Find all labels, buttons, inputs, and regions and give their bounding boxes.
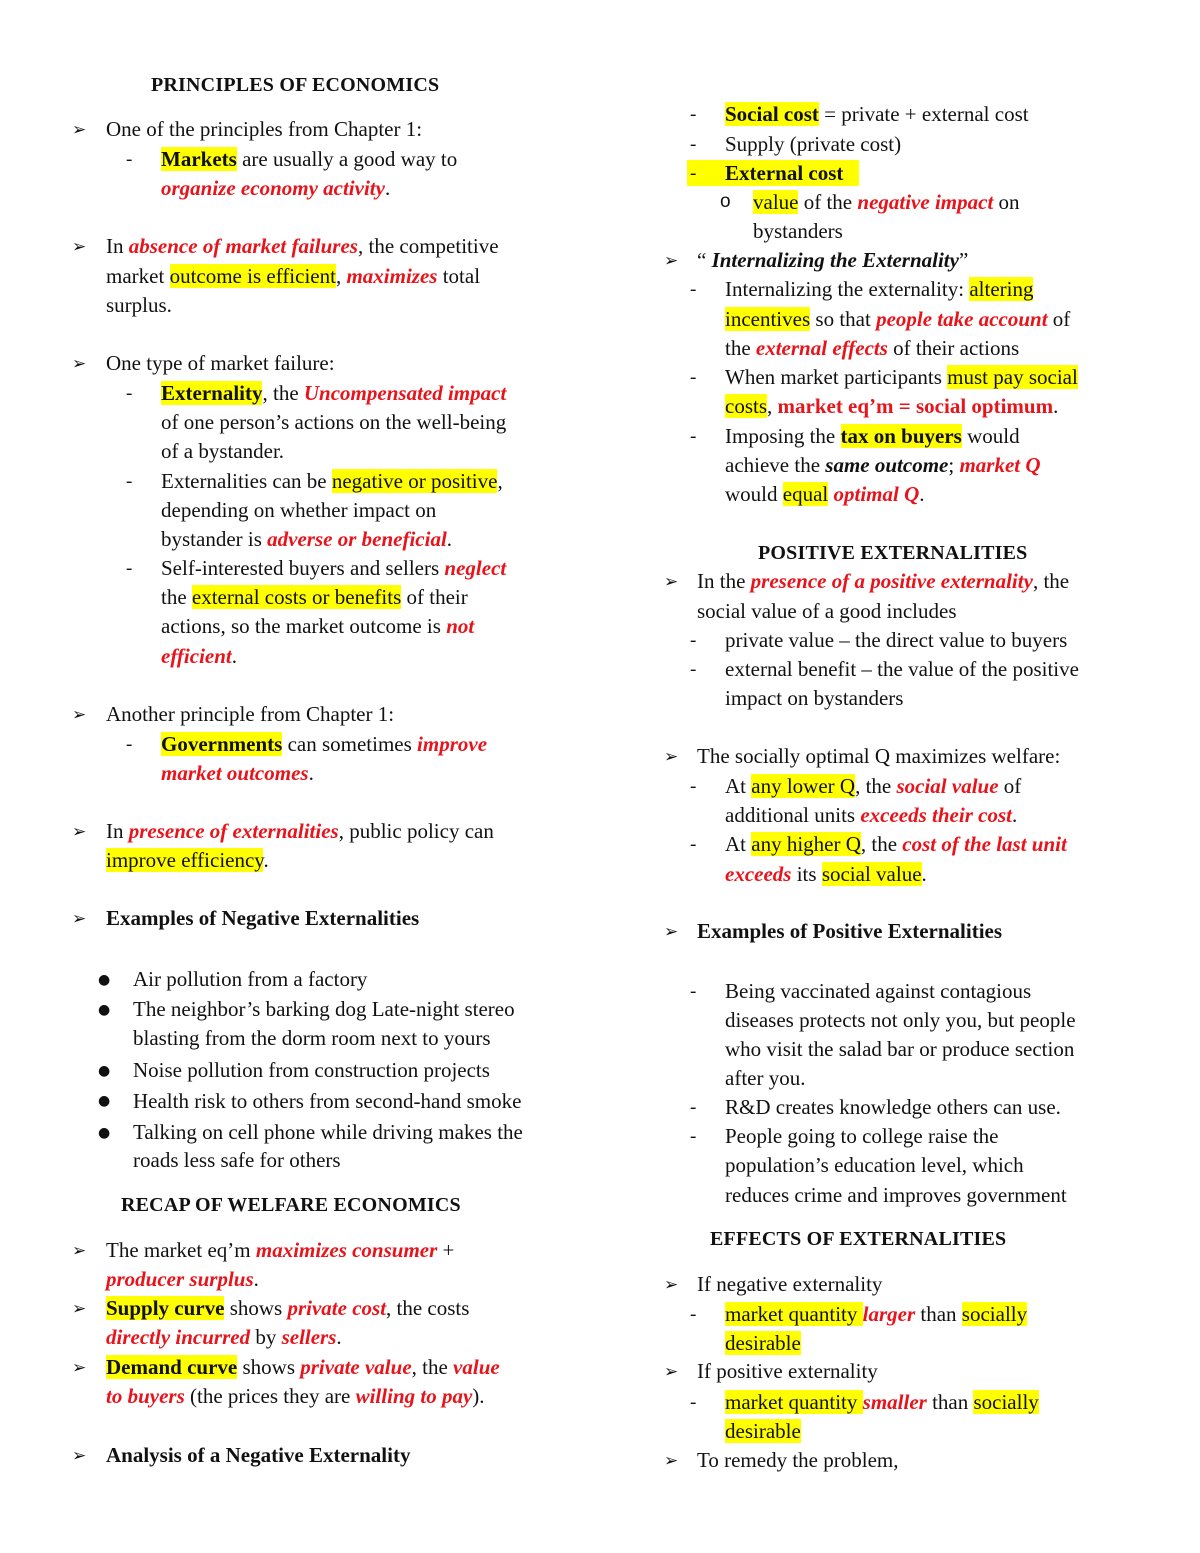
dash-icon: - — [126, 471, 133, 492]
bullet-text: directly incurred by sellers. — [106, 1325, 342, 1349]
dash-icon: - — [126, 558, 133, 579]
bullet-text: In the presence of a positive externality, the — [697, 569, 1070, 593]
arrow-icon: ➢ — [664, 1362, 679, 1382]
list-item: The neighbor’s barking dog Late-night stereo — [133, 997, 515, 1021]
bullet-text: producer surplus. — [106, 1267, 259, 1291]
title-positive-externalities: POSITIVE EXTERNALITIES — [758, 542, 1028, 564]
arrow-icon: ➢ — [72, 822, 87, 842]
sub-bullet-text: external benefit – the value of the positive — [725, 657, 1079, 681]
dash-icon: - — [690, 1304, 697, 1325]
arrow-icon: ➢ — [664, 1451, 679, 1471]
sub-bullet-text: When market participants must pay social — [725, 365, 1078, 389]
sub-bullet-text: External cost — [725, 161, 844, 185]
arrow-icon: ➢ — [664, 572, 679, 592]
bullet-text: Another principle from Chapter 1: — [106, 702, 395, 726]
bullet-text: One of the principles from Chapter 1: — [106, 117, 423, 141]
bullet-text: social value of a good includes — [697, 599, 957, 623]
sub-sub-bullet-text: bystanders — [753, 219, 843, 243]
dash-icon: - — [690, 134, 697, 155]
sub-bullet-text: Imposing the tax on buyers would — [725, 424, 1020, 448]
negative-examples-heading: Examples of Negative Externalities — [106, 906, 420, 930]
sub-bullet-text: Supply (private cost) — [725, 132, 902, 156]
sub-bullet-text: Markets are usually a good way to — [161, 147, 458, 171]
list-item: reduces crime and improves government — [725, 1183, 1067, 1207]
dash-icon: - — [690, 776, 697, 797]
circle-bullet-icon: o — [720, 191, 731, 212]
dash-icon: - — [690, 1126, 697, 1147]
list-item: blasting from the dorm room next to yours — [133, 1026, 491, 1050]
bullet-text: To remedy the problem, — [697, 1448, 899, 1472]
arrow-icon: ➢ — [72, 237, 87, 257]
sub-bullet-text: Externalities can be negative or positive, — [161, 469, 503, 493]
positive-examples-heading: Examples of Positive Externalities — [697, 919, 1003, 943]
bullet-text: If negative externality — [697, 1272, 883, 1296]
bullet-text: surplus. — [106, 293, 172, 317]
sub-bullet-text: Externality, the Uncompensated impact — [161, 381, 507, 405]
dash-icon: - — [690, 659, 697, 680]
sub-bullet-text: private value – the direct value to buyers — [725, 628, 1068, 652]
dash-icon: - — [690, 163, 697, 184]
list-item: Being vaccinated against contagious — [725, 979, 1032, 1003]
bullet-text: Demand curve shows private value, the value — [106, 1355, 500, 1379]
bullet-text: market outcome is efficient, maximizes total — [106, 264, 481, 288]
sub-bullet-text: Internalizing the externality: altering — [725, 277, 1034, 301]
dash-icon: - — [690, 1392, 697, 1413]
list-item: Talking on cell phone while driving makes the — [133, 1120, 523, 1144]
dash-icon: - — [690, 834, 697, 855]
list-item: Air pollution from a factory — [133, 967, 368, 991]
list-item: diseases protects not only you, but people — [725, 1008, 1076, 1032]
dash-icon: - — [126, 383, 133, 404]
arrow-icon: ➢ — [664, 922, 679, 942]
list-item: Health risk to others from second-hand smoke — [133, 1089, 522, 1113]
sub-bullet-text: the external costs or benefits of their — [161, 585, 468, 609]
sub-bullet-text: Social cost = private + external cost — [725, 102, 1029, 126]
bullet-dot-icon: ● — [98, 1002, 111, 1018]
dash-icon: - — [126, 734, 133, 755]
title-principles: PRINCIPLES OF ECONOMICS — [151, 74, 440, 96]
sub-bullet-text: incentives so that people take account of — [725, 307, 1071, 331]
bullet-text: In presence of externalities, public policy can — [106, 819, 494, 843]
sub-bullet-text: market quantity larger than socially — [725, 1302, 1028, 1326]
sub-bullet-text: organize economy activity. — [161, 176, 391, 200]
sub-bullet-text: market quantity smaller than socially — [725, 1390, 1039, 1414]
dash-icon: - — [126, 149, 133, 170]
list-item: who visit the salad bar or produce section — [725, 1037, 1075, 1061]
dash-icon: - — [690, 426, 697, 447]
list-item: Noise pollution from construction projects — [133, 1058, 490, 1082]
sub-bullet-text: depending on whether impact on — [161, 498, 437, 522]
title-effects: EFFECTS OF EXTERNALITIES — [710, 1228, 1007, 1250]
dash-icon: - — [690, 367, 697, 388]
sub-bullet-text: desirable — [725, 1331, 801, 1355]
sub-bullet-text: Self-interested buyers and sellers neglect — [161, 556, 507, 580]
analysis-heading: Analysis of a Negative Externality — [106, 1443, 411, 1467]
sub-bullet-text: of a bystander. — [161, 439, 285, 463]
sub-bullet-text: market outcomes. — [161, 761, 314, 785]
sub-bullet-text: At any lower Q, the social value of — [725, 774, 1022, 798]
arrow-icon: ➢ — [72, 1446, 87, 1466]
sub-bullet-text: of one person’s actions on the well-being — [161, 410, 507, 434]
sub-bullet-text: bystander is adverse or beneficial. — [161, 527, 453, 551]
arrow-icon: ➢ — [72, 120, 87, 140]
arrow-icon: ➢ — [664, 251, 679, 271]
bullet-text: If positive externality — [697, 1359, 878, 1383]
bullet-dot-icon: ● — [98, 972, 111, 988]
sub-bullet-text: would equal optimal Q. — [725, 482, 925, 506]
sub-bullet-text: At any higher Q, the cost of the last unit — [725, 832, 1067, 856]
arrow-icon: ➢ — [72, 909, 87, 929]
arrow-icon: ➢ — [72, 705, 87, 725]
sub-bullet-text: additional units exceeds their cost. — [725, 803, 1018, 827]
list-item: People going to college raise the — [725, 1124, 999, 1148]
sub-bullet-text: exceeds its social value. — [725, 862, 927, 886]
sub-bullet-text: achieve the same outcome; market Q — [725, 453, 1041, 477]
dash-icon: - — [690, 1097, 697, 1118]
sub-bullet-text: impact on bystanders — [725, 686, 904, 710]
dash-icon: - — [690, 104, 697, 125]
arrow-icon: ➢ — [72, 1299, 87, 1319]
dash-icon: - — [690, 630, 697, 651]
arrow-icon: ➢ — [72, 1358, 87, 1378]
bullet-text: The market eq’m maximizes consumer + — [106, 1238, 455, 1262]
dash-icon: - — [690, 981, 697, 1002]
sub-sub-bullet-text: value of the negative impact on — [753, 190, 1020, 214]
dash-icon: - — [690, 279, 697, 300]
list-item: roads less safe for others — [133, 1148, 341, 1172]
bullet-text: to buyers (the prices they are willing to pay). — [106, 1384, 485, 1408]
list-item: R&D creates knowledge others can use. — [725, 1095, 1061, 1119]
bullet-text: The socially optimal Q maximizes welfare: — [697, 744, 1061, 768]
arrow-icon: ➢ — [72, 1241, 87, 1261]
arrow-icon: ➢ — [664, 747, 679, 767]
list-item: after you. — [725, 1066, 806, 1090]
sub-bullet-text: Governments can sometimes improve — [161, 732, 488, 756]
bullet-dot-icon: ● — [98, 1063, 111, 1079]
bullet-text: Supply curve shows private cost, the costs — [106, 1296, 470, 1320]
bullet-text: In absence of market failures, the competitive — [106, 234, 499, 258]
bullet-text: One type of market failure: — [106, 351, 335, 375]
arrow-icon: ➢ — [72, 354, 87, 374]
bullet-dot-icon: ● — [98, 1125, 111, 1141]
bullet-text: improve efficiency. — [106, 848, 269, 872]
bullet-dot-icon: ● — [98, 1093, 111, 1109]
arrow-icon: ➢ — [664, 1275, 679, 1295]
list-item: population’s education level, which — [725, 1153, 1024, 1177]
title-recap: RECAP OF WELFARE ECONOMICS — [121, 1194, 461, 1216]
sub-bullet-text: actions, so the market outcome is not — [161, 614, 475, 638]
sub-bullet-text: efficient. — [161, 644, 238, 668]
bullet-text: “ Internalizing the Externality” — [697, 248, 969, 272]
sub-bullet-text: desirable — [725, 1419, 801, 1443]
sub-bullet-text: the external effects of their actions — [725, 336, 1020, 360]
sub-bullet-text: costs, market eq’m = social optimum. — [725, 394, 1059, 418]
